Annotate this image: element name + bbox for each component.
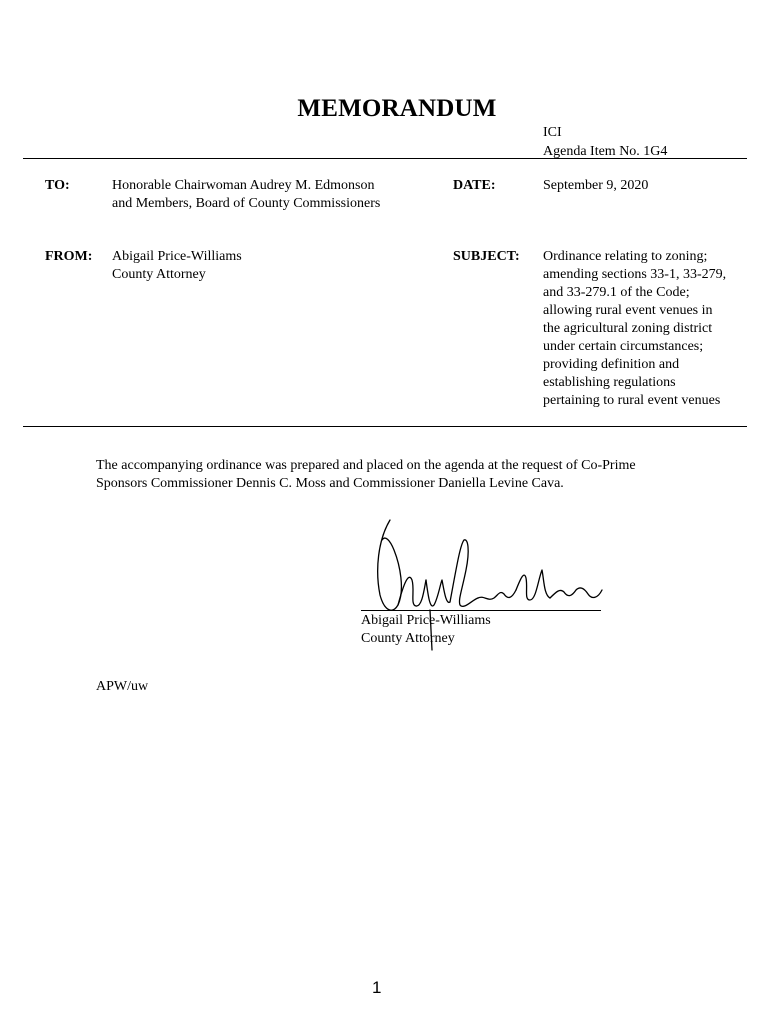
subject-line: the agricultural zoning district	[543, 321, 713, 336]
signatory-title: County Attorney	[361, 631, 455, 646]
to-line: and Members, Board of County Commissioners	[112, 196, 381, 211]
memo-title: MEMORANDUM	[297, 95, 497, 122]
subject-line: pertaining to rural event venues	[543, 393, 721, 408]
header-divider	[23, 158, 747, 159]
to-line: Honorable Chairwoman Audrey M. Edmonson	[112, 178, 375, 193]
subject-line: Ordinance relating to zoning;	[543, 249, 708, 264]
date-value: September 9, 2020	[543, 178, 649, 193]
subject-text	[543, 248, 753, 410]
body-paragraph	[96, 457, 716, 493]
date-label: DATE:	[453, 178, 496, 193]
subject-line: amending sections 33-1, 33-279,	[543, 267, 727, 282]
agenda-code: ICI	[543, 125, 562, 140]
from-line: County Attorney	[112, 267, 206, 282]
to-recipients	[112, 177, 432, 213]
from-sender	[112, 248, 242, 284]
subject-line: providing definition and	[543, 357, 680, 372]
page-number: 1	[372, 978, 382, 997]
from-label: FROM:	[45, 249, 93, 264]
fields-divider	[23, 426, 747, 427]
subject-label: SUBJECT:	[453, 249, 520, 264]
body-line: The accompanying ordinance was prepared and placed on the agenda at the request of Co-Prime	[96, 458, 636, 473]
body-line: Sponsors Commissioner Dennis C. Moss and Commissioner Daniella Levine Cava.	[96, 476, 564, 491]
subject-line: establishing regulations	[543, 375, 676, 390]
subject-line: allowing rural event venues in	[543, 303, 713, 318]
signature-block	[361, 610, 601, 648]
to-label: TO:	[45, 178, 70, 193]
subject-line: and 33-279.1 of the Code;	[543, 285, 690, 300]
from-line: Abigail Price-Williams	[112, 249, 242, 264]
agenda-item-number: Agenda Item No. 1G4	[543, 144, 668, 159]
signatory-name: Abigail Price-Williams	[361, 610, 601, 630]
agenda-item-block	[543, 123, 667, 161]
typist-initials: APW/uw	[96, 679, 149, 694]
subject-line: under certain circumstances;	[543, 339, 704, 354]
